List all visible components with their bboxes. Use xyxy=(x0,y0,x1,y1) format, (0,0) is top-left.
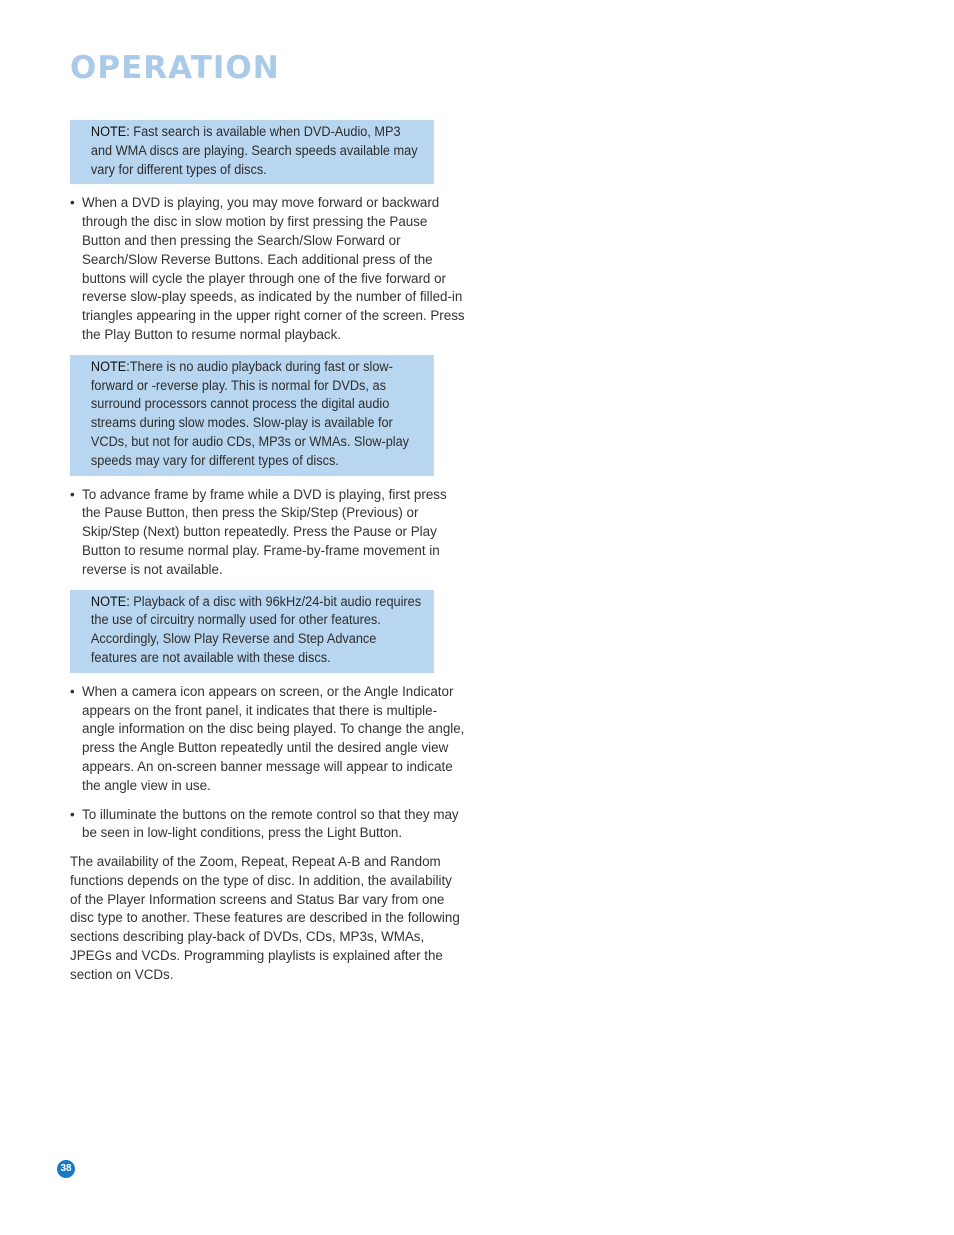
note-box-fast-search xyxy=(70,120,434,184)
note-label: NOTE: xyxy=(90,358,130,374)
bullet-camera-angle xyxy=(70,683,466,796)
body-paragraph: The availability of the Zoom, Repeat, Repeat A-B and Random functions depends on the type of disc. In addition, the availability of the Player Information screens and Status Bar vary from one disc type to another. These features are described in the following sections describing play-back of DVDs, CDs, MP3s, WMAs, JPEGs and VCDs. Programming playlists is explained after the section on VCDs. xyxy=(70,854,460,982)
bullet-frame-advance xyxy=(70,486,466,580)
bullet-dot: • xyxy=(70,195,75,211)
bullet-dot: • xyxy=(70,806,75,822)
bullet-text: When a DVD is playing, you may move forward or backward through the disc in slow motion by first pressing the Pause Button and then pressing the Search/Slow Forward or Search/Slow Reverse Buttons. Each additional press of the buttons will cycle the player through one of the five forward or reverse slow-play speeds, as indicated by the number of filled-in triangles appearing in the upper right corner of the screen. Press the Play Button to resume normal playback. xyxy=(82,195,465,342)
bullet-text: To illuminate the buttons on the remote control so that they may be seen in low-light conditions, press the Light Button. xyxy=(82,806,459,841)
note-text: Playback of a disc with 96kHz/24-bit audio requires the use of circuitry normally used for other features. Accordingly, Slow Play Reverse and Step Advance features are not available with these discs. xyxy=(90,593,422,665)
main-column xyxy=(70,120,466,985)
bullet-slow-motion xyxy=(70,194,466,344)
bullet-light-button xyxy=(70,806,466,844)
bullet-dot: • xyxy=(70,486,75,502)
note-box-96khz xyxy=(70,590,434,673)
note-box-no-audio xyxy=(70,355,434,476)
note-label: NOTE: xyxy=(90,593,130,609)
bullet-dot: • xyxy=(70,683,75,699)
note-label: NOTE: xyxy=(90,124,130,139)
page-number-badge: 38 xyxy=(57,1160,75,1178)
page-title: OPERATION xyxy=(70,50,280,86)
bullet-text: To advance frame by frame while a DVD is playing, first press the Pause Button, then press the Skip/Step (Previous) or Skip/Step (Next) button repeatedly. Press the Pause or Play Button to resume normal play. Frame-by-frame movement in reverse is not available. xyxy=(82,486,447,577)
note-text: There is no audio playback during fast or slow-forward or -reverse play. This is normal for DVDs, as surround processors cannot process the digital audio streams during slow modes. Slow-play is available for VCDs, but not for audio CDs, MP3s or WMAs. Slow-play speeds may vary for different types of discs. xyxy=(90,358,410,468)
bullet-text: When a camera icon appears on screen, or the Angle Indicator appears on the front panel, it indicates that there is multiple-angle information on the disc being played. To change the angle, press the Angle Button repeatedly until the desired angle view appears. An on-screen banner message will appear to indicate the angle view in use. xyxy=(82,683,465,793)
note-text: Fast search is available when DVD-Audio, MP3 and WMA discs are playing. Search speeds available may vary for different types of discs. xyxy=(90,124,418,177)
